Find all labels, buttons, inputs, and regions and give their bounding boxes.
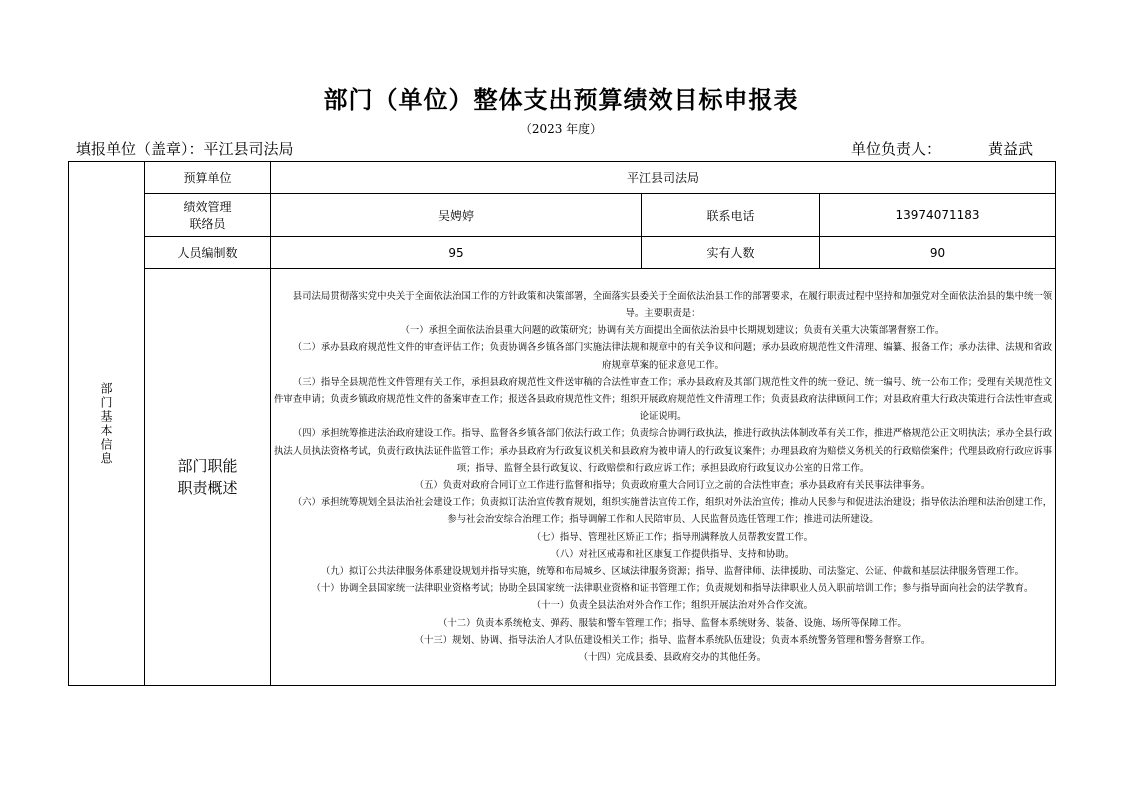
contact-person-label <box>145 194 271 237</box>
duty-paragraph: （十四）完成县委、县政府交办的其他任务。 <box>578 652 767 664</box>
duty-paragraph: （九）拟订公共法律服务体系建设规划并指导实施，统筹和布局城乡、区域法律服务资源；指导、监督律师、法律援助、司法鉴定、公证、仲裁和基层法律服务管理工作。 <box>320 566 1024 578</box>
phone-label: 联系电话 <box>642 194 820 237</box>
form-year: （2023 年度） <box>519 122 603 136</box>
budget-unit-label: 预算单位 <box>145 162 271 194</box>
staff-quota-value: 95 <box>271 237 642 269</box>
duty-paragraph: （八）对社区戒毒和社区康复工作提供指导、支持和协助。 <box>550 548 795 560</box>
table-row <box>69 162 1056 194</box>
duty-paragraph: （一）承担全面依法治县重大问题的政策研究；协调有关方面提出全面依法治县中长期规划建议；负责有关重大决策部署督察工作。 <box>400 325 945 337</box>
duty-paragraph: （十一）负责全县法治对外合作工作；组织开展法治对外合作交流。 <box>531 600 814 612</box>
duty-label-cell <box>145 269 271 686</box>
duty-description <box>271 269 1056 686</box>
contact-label-line1: 绩效管理 <box>183 200 232 214</box>
form-title: 部门（单位）整体支出预算绩效目标申报表 <box>323 86 799 114</box>
duty-paragraph: （四）承担统筹推进法治政府建设工作。指导、监督各乡镇各部门依法行政工作；负责综合协调行政执法，推进行政执法体制改革有关工作，推进严格规范公正文明执法；承办全县行政执法人员执法资格考试，负责行政执法证件监管工作；承办县政府为行政复议机关和县政府为被申请人的行政复议案件；办理县政府为赔偿义务机关的行政赔偿案件；代理县政府行政应诉事项；指导、监督全县行政复议、行政赔偿和行政应诉工作；承担县政府行政复议办公室的日常工作。 <box>273 428 1053 474</box>
budget-form-table <box>68 161 1056 686</box>
duty-paragraph: （二）承办县政府规范性文件的审查评估工作；负责协调各乡镇各部门实施法律法规和规章中的有关争议和问题；承办县政府规范性文件清理、编纂、报备工作；承办法律、法规和省政府规章草案的征求意见工作。 <box>292 342 1053 371</box>
contact-person-value: 吴娉婷 <box>271 194 642 237</box>
duty-paragraph: （十）协调全县国家统一法律职业资格考试；协助全县国家统一法律职业资格和证书管理工作；负责规划和指导法律职业人员入职前培训工作；参与指导面向社会的法学教育。 <box>311 583 1034 595</box>
duty-label-line1: 部门职能 <box>177 457 238 475</box>
phone-value: 13974071183 <box>820 194 1056 237</box>
table-row <box>69 237 1056 269</box>
duty-paragraph: （十三）规划、协调、指导法治人才队伍建设相关工作；指导、监督本系统队伍建设；负责本系统警务管理和警务督察工作。 <box>414 634 931 646</box>
duty-paragraph: 县司法局贯彻落实党中央关于全面依法治国工作的方针政策和决策部署，全面落实县委关于全面依法治县工作的部署要求，在履行职责过程中坚持和加强党对全面依法治县的集中统一领导。主要职责是： <box>292 290 1053 319</box>
staff-actual-label: 实有人数 <box>642 237 820 269</box>
table-row <box>69 269 1056 686</box>
section-label-cell <box>69 162 145 686</box>
contact-label-line2: 联络员 <box>189 217 226 231</box>
filling-unit: 填报单位（盖章）：平江县司法局 <box>76 140 294 158</box>
responsible-person-name: 黄益武 <box>988 140 1034 158</box>
responsible-person-label: 单位负责人： <box>851 140 942 158</box>
duty-paragraph: （五）负责对政府合同订立工作进行监督和指导；负责政府重大合同订立之前的合法性审查；承办县政府有关民事法律事务。 <box>414 480 931 491</box>
budget-unit-value: 平江县司法局 <box>271 162 1056 194</box>
duty-paragraph: （十二）负责本系统枪支、弹药、服装和警车管理工作；指导、监督本系统财务、装备、设施、场所等保障工作。 <box>438 617 907 629</box>
staff-quota-label: 人员编制数 <box>145 237 271 269</box>
duty-label-line2: 职责概述 <box>177 479 238 497</box>
duty-paragraph: （七）指导、管理社区矫正工作；指导刑满释放人员帮教安置工作。 <box>531 531 814 543</box>
duty-paragraph: （六）承担统筹规划全县法治社会建设工作；负责拟订法治宣传教育规划，组织实施普法宣传工作，组织对外法治宣传；推动人民参与和促进法治建设；指导依法治理和法治创建工作，参与社会治安综合治理工作；指导调解工作和人民陪审员、人民监督员选任管理工作；推进司法所建设。 <box>292 497 1053 526</box>
table-row <box>69 194 1056 237</box>
section-label: 部门基本信息 <box>99 381 113 466</box>
staff-actual-value: 90 <box>820 237 1056 269</box>
duty-paragraph: （三）指导全县规范性文件管理有关工作，承担县政府规范性文件送审稿的合法性审查工作；承办县政府及其部门规范性文件的统一登记、统一编号、统一公布工作；受理有关规范性文件审查申请；负责乡镇政府规范性文件的备案审查工作；报送各县政府规范性文件；组织开展政府规范性文件清理工作；负责县政府法律顾问工作；对县政府重大行政决策进行合法性审查或论证说明。 <box>273 376 1053 423</box>
